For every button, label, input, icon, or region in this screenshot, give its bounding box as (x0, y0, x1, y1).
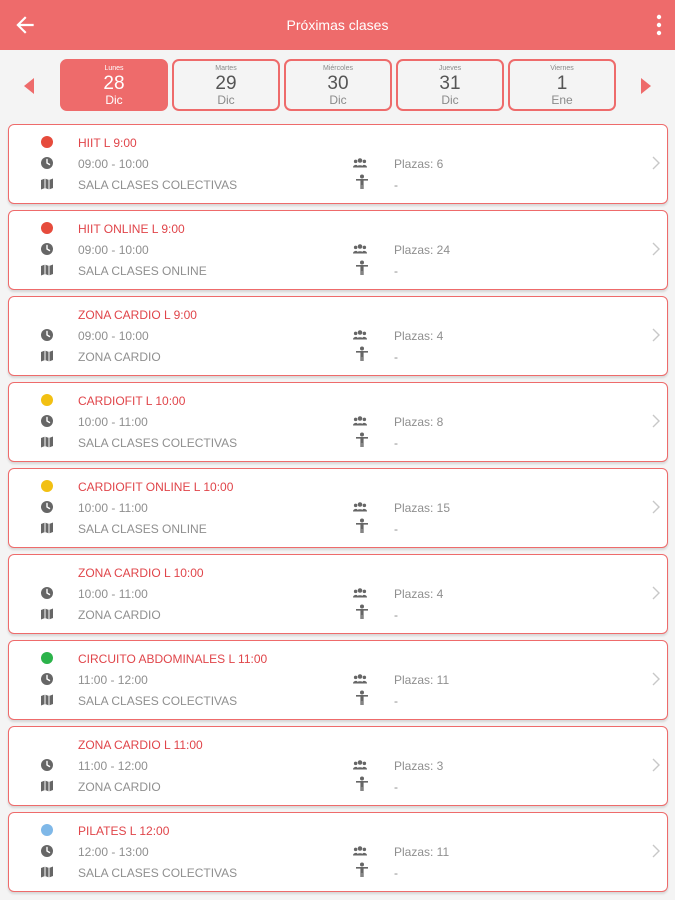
class-places: Plazas: 24 (394, 243, 451, 257)
page-title: Próximas clases (286, 17, 389, 33)
date-month: Ene (551, 93, 573, 107)
class-time: 09:00 - 10:00 (78, 243, 149, 257)
people-icon (353, 328, 367, 342)
class-name: ZONA CARDIO L 10:00 (78, 566, 204, 580)
class-time: 10:00 - 11:00 (78, 501, 148, 515)
class-room: ZONA CARDIO (78, 350, 161, 364)
class-card[interactable] (8, 382, 668, 462)
class-instructor: - (394, 178, 398, 192)
class-card[interactable] (8, 640, 668, 720)
clock-icon (40, 586, 54, 600)
date-month: Dic (105, 93, 123, 107)
instructor-icon (355, 518, 369, 532)
people-icon (353, 156, 367, 170)
class-room: SALA CLASES COLECTIVAS (78, 436, 238, 450)
more-vert-icon[interactable] (655, 14, 663, 36)
date-weekday: Lunes (104, 65, 124, 72)
class-places: Plazas: 3 (394, 759, 444, 773)
chevron-right-icon (651, 499, 661, 515)
category-dot-icon (41, 480, 53, 492)
category-dot-icon (41, 824, 53, 836)
class-places: Plazas: 15 (394, 501, 451, 515)
class-time: 11:00 - 12:00 (78, 673, 148, 687)
clock-icon (40, 414, 54, 428)
clock-icon (40, 328, 54, 342)
class-instructor: - (394, 436, 398, 450)
class-places: Plazas: 11 (394, 845, 450, 859)
class-name: ZONA CARDIO L 11:00 (78, 738, 203, 752)
instructor-icon (355, 862, 369, 876)
chevron-right-icon (651, 757, 661, 773)
class-room: SALA CLASES ONLINE (78, 264, 207, 278)
map-icon (40, 521, 54, 535)
people-icon (353, 586, 367, 600)
people-icon (353, 672, 367, 686)
previous-arrow-icon[interactable] (22, 77, 36, 95)
class-name: CARDIOFIT L 10:00 (78, 394, 186, 408)
clock-icon (40, 672, 54, 686)
date-tab-1[interactable] (172, 59, 280, 111)
category-dot-icon (41, 222, 53, 234)
class-room: ZONA CARDIO (78, 608, 161, 622)
people-icon (353, 414, 367, 428)
clock-icon (40, 758, 54, 772)
class-time: 09:00 - 10:00 (78, 329, 149, 343)
instructor-icon (355, 604, 369, 618)
category-dot-icon (41, 652, 53, 664)
chevron-right-icon (651, 241, 661, 257)
instructor-icon (355, 432, 369, 446)
date-weekday: Jueves (438, 65, 462, 72)
class-instructor: - (394, 866, 398, 880)
class-name: CARDIOFIT ONLINE L 10:00 (78, 480, 234, 494)
clock-icon (40, 242, 54, 256)
app-bar (0, 0, 675, 50)
class-card[interactable] (8, 554, 668, 634)
date-tab-3[interactable] (396, 59, 504, 111)
date-weekday: Miércoles (323, 65, 353, 72)
class-places: Plazas: 11 (394, 673, 450, 687)
chevron-right-icon (651, 585, 661, 601)
class-room: SALA CLASES COLECTIVAS (78, 866, 238, 880)
chevron-right-icon (651, 327, 661, 343)
date-month: Dic (441, 93, 459, 107)
date-weekday: Martes (215, 65, 237, 72)
class-card[interactable] (8, 124, 668, 204)
map-icon (40, 435, 54, 449)
date-tab-2[interactable] (284, 59, 392, 111)
class-instructor: - (394, 608, 398, 622)
instructor-icon (355, 260, 369, 274)
date-day: 1 (556, 73, 568, 94)
map-icon (40, 177, 54, 191)
class-instructor: - (394, 694, 398, 708)
class-instructor: - (394, 350, 398, 364)
date-tab-0[interactable] (60, 59, 168, 111)
class-places: Plazas: 8 (394, 415, 444, 429)
class-name: HIIT L 9:00 (78, 136, 137, 150)
clock-icon (40, 500, 54, 514)
chevron-right-icon (651, 843, 661, 859)
class-room: SALA CLASES ONLINE (78, 522, 207, 536)
class-time: 12:00 - 13:00 (78, 845, 149, 859)
class-time: 10:00 - 11:00 (78, 587, 148, 601)
date-tab-4[interactable] (508, 59, 616, 111)
category-dot-icon (41, 136, 53, 148)
map-icon (40, 263, 54, 277)
people-icon (353, 242, 367, 256)
chevron-right-icon (651, 155, 661, 171)
class-card[interactable] (8, 726, 668, 806)
date-day: 30 (327, 73, 349, 94)
map-icon (40, 607, 54, 621)
people-icon (353, 758, 367, 772)
date-day: 28 (103, 73, 125, 94)
class-card[interactable] (8, 812, 668, 892)
class-instructor: - (394, 780, 398, 794)
class-time: 09:00 - 10:00 (78, 157, 149, 171)
map-icon (40, 693, 54, 707)
class-room: SALA CLASES COLECTIVAS (78, 178, 238, 192)
instructor-icon (355, 346, 369, 360)
instructor-icon (355, 174, 369, 188)
map-icon (40, 865, 54, 879)
class-name: HIIT ONLINE L 9:00 (78, 222, 185, 236)
class-places: Plazas: 6 (394, 157, 444, 171)
date-day: 31 (439, 73, 461, 94)
category-dot-icon (41, 394, 53, 406)
chevron-right-icon (651, 413, 661, 429)
class-name: ZONA CARDIO L 9:00 (78, 308, 197, 322)
people-icon (353, 844, 367, 858)
class-instructor: - (394, 264, 398, 278)
date-month: Dic (329, 93, 347, 107)
class-time: 11:00 - 12:00 (78, 759, 148, 773)
class-places: Plazas: 4 (394, 587, 444, 601)
class-card[interactable] (8, 468, 668, 548)
next-arrow-icon[interactable] (639, 77, 653, 95)
class-room: SALA CLASES COLECTIVAS (78, 694, 238, 708)
clock-icon (40, 156, 54, 170)
instructor-icon (355, 690, 369, 704)
class-instructor: - (394, 522, 398, 536)
date-month: Dic (217, 93, 235, 107)
class-card[interactable] (8, 210, 668, 290)
class-room: ZONA CARDIO (78, 780, 161, 794)
map-icon (40, 779, 54, 793)
map-icon (40, 349, 54, 363)
clock-icon (40, 844, 54, 858)
people-icon (353, 500, 367, 514)
chevron-right-icon (651, 671, 661, 687)
class-name: PILATES L 12:00 (78, 824, 170, 838)
class-name: CIRCUITO ABDOMINALES L 11:00 (78, 652, 268, 666)
class-places: Plazas: 4 (394, 329, 444, 343)
date-day: 29 (215, 73, 237, 94)
date-selector (0, 50, 675, 120)
class-time: 10:00 - 11:00 (78, 415, 148, 429)
instructor-icon (355, 776, 369, 790)
class-card[interactable] (8, 296, 668, 376)
date-weekday: Viernes (550, 65, 574, 72)
